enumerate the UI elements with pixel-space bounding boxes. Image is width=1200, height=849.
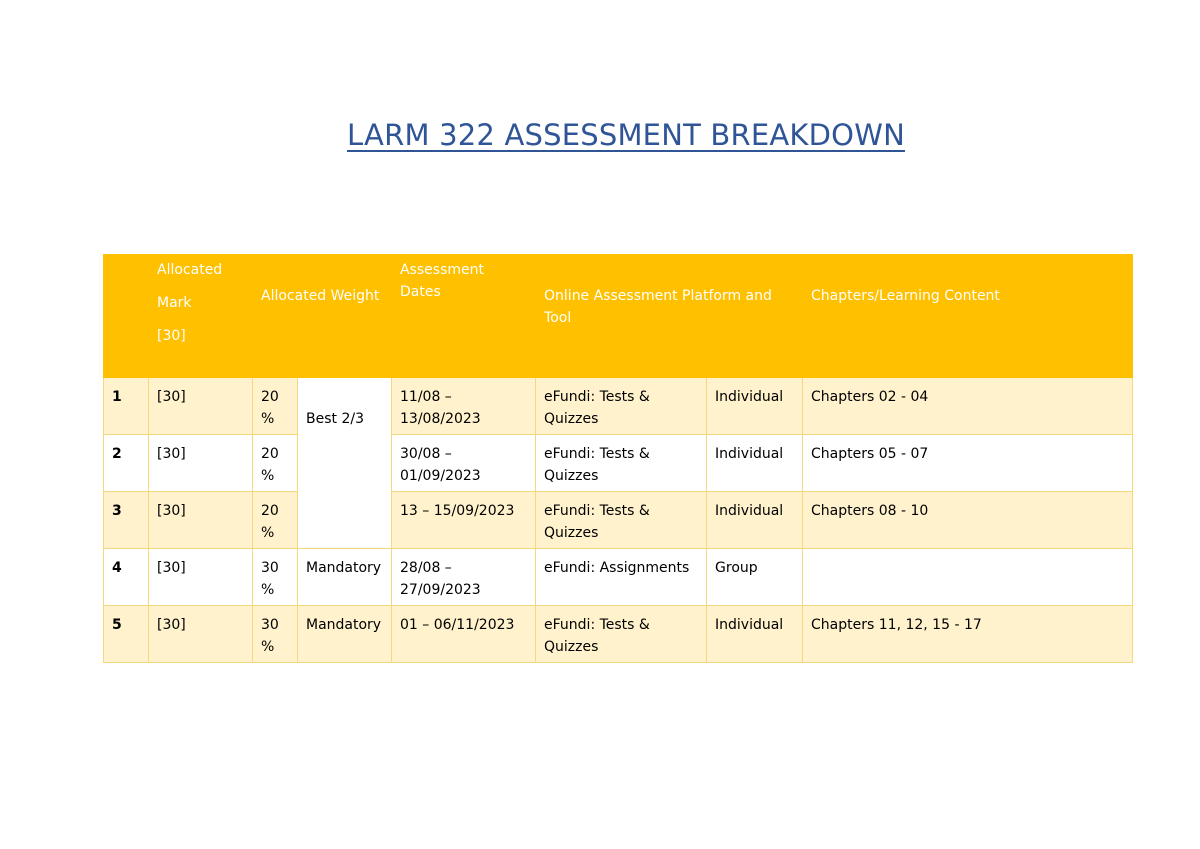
row-weight: 30 % — [253, 606, 298, 663]
row-rule: Mandatory — [298, 549, 392, 606]
row-chapters: Chapters 11, 12, 15 - 17 — [803, 606, 1133, 663]
header-chapters-label: Chapters/Learning Content — [811, 288, 1000, 304]
row-dates: 28/08 – 27/09/2023 — [392, 549, 536, 606]
row-mode: Group — [707, 549, 803, 606]
table-row — [104, 549, 1133, 606]
row-platform: eFundi: Tests & Quizzes — [536, 492, 707, 549]
row-rule: Mandatory — [298, 606, 392, 663]
row-mark: [30] — [149, 435, 253, 492]
row-number: 3 — [104, 492, 149, 549]
table-row — [104, 378, 1133, 435]
row-weight: 20 % — [253, 378, 298, 435]
row-mode: Individual — [707, 435, 803, 492]
row-dates: 01 – 06/11/2023 — [392, 606, 536, 663]
row-dates: 30/08 – 01/09/2023 — [392, 435, 536, 492]
table-header-row — [104, 255, 1133, 378]
page-title: LARM 322 ASSESSMENT BREAKDOWN — [347, 118, 905, 152]
row-platform: eFundi: Tests & Quizzes — [536, 435, 707, 492]
table-row — [104, 492, 1133, 549]
row-mark: [30] — [149, 378, 253, 435]
header-cell-weight — [253, 255, 392, 378]
row-weight: 30 % — [253, 549, 298, 606]
row-mode: Individual — [707, 492, 803, 549]
row-platform: eFundi: Assignments — [536, 549, 707, 606]
header-mark-line3: [30] — [157, 328, 186, 344]
table-row — [104, 606, 1133, 663]
row-weight: 20 % — [253, 492, 298, 549]
header-cell-platform — [536, 255, 803, 378]
row-chapters: Chapters 05 - 07 — [803, 435, 1133, 492]
row-mark: [30] — [149, 492, 253, 549]
row-chapters — [803, 549, 1133, 606]
table-row — [104, 435, 1133, 492]
header-weight-label: Allocated Weight — [261, 288, 380, 304]
row-number: 4 — [104, 549, 149, 606]
row-mark: [30] — [149, 549, 253, 606]
header-cell-mark — [149, 255, 253, 378]
header-dates-label: Assessment Dates — [400, 262, 484, 300]
row-platform: eFundi: Tests & Quizzes — [536, 606, 707, 663]
row-number: 2 — [104, 435, 149, 492]
row-number: 1 — [104, 378, 149, 435]
header-platform-label: Online Assessment Platform and Tool — [544, 288, 772, 326]
row-mode: Individual — [707, 378, 803, 435]
header-mark-line2: Mark — [157, 295, 192, 311]
row-weight: 20 % — [253, 435, 298, 492]
row-mark: [30] — [149, 606, 253, 663]
row-platform: eFundi: Tests & Quizzes — [536, 378, 707, 435]
row-chapters: Chapters 08 - 10 — [803, 492, 1133, 549]
row-chapters: Chapters 02 - 04 — [803, 378, 1133, 435]
row-number: 5 — [104, 606, 149, 663]
best-of-label: Best 2/3 — [306, 411, 364, 427]
row-mode: Individual — [707, 606, 803, 663]
row-dates: 13 – 15/09/2023 — [392, 492, 536, 549]
header-mark-line1: Allocated — [157, 262, 223, 278]
best-of-cell — [298, 378, 392, 549]
assessment-table — [103, 254, 1133, 663]
header-cell-index — [104, 255, 149, 378]
row-dates: 11/08 – 13/08/2023 — [392, 378, 536, 435]
header-cell-chapters — [803, 255, 1133, 378]
header-cell-dates — [392, 255, 536, 378]
